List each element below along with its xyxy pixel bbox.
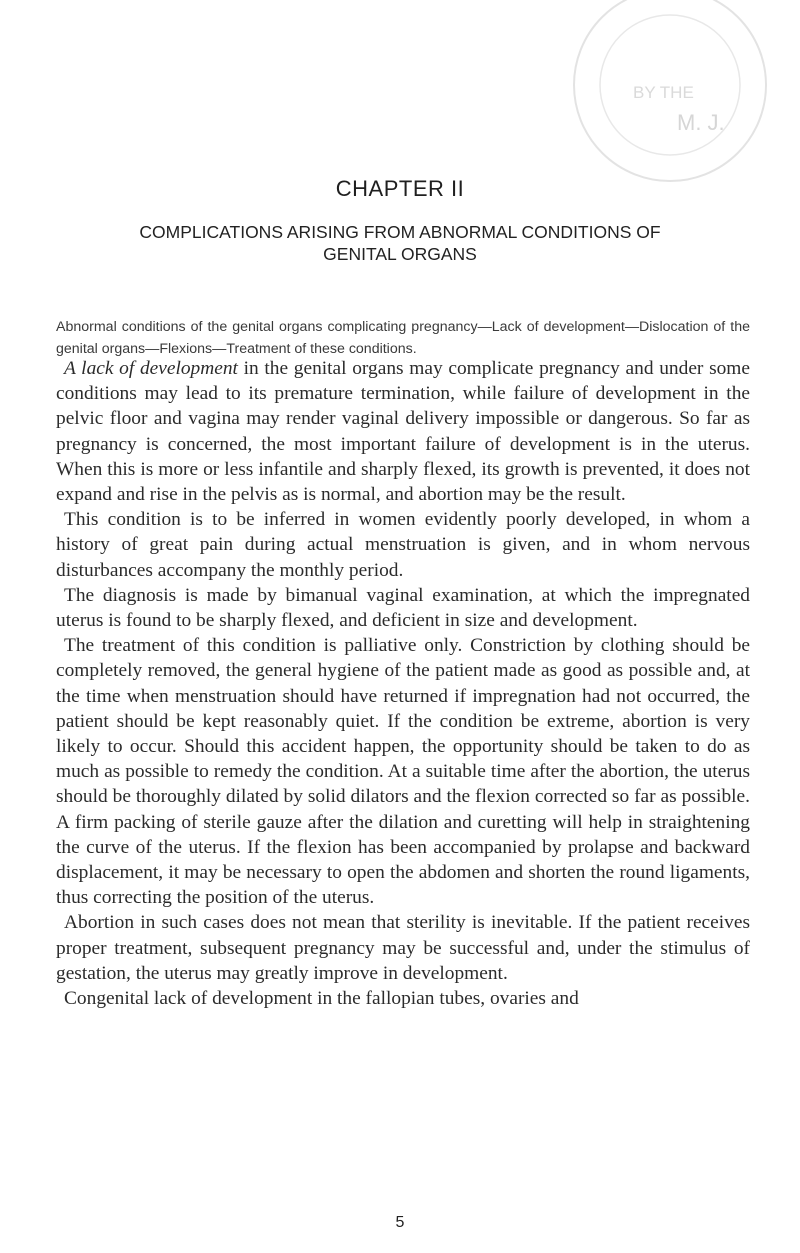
paragraph [56, 583, 750, 633]
paragraph [56, 910, 750, 986]
paragraph [56, 356, 750, 507]
stamp-text-right: M. J. [677, 110, 725, 135]
paragraph-lead-italic: A lack of development [64, 358, 238, 379]
paragraph-text: The treatment of this condition is palliative only. Constriction by clothing should be completely removed, the general hygiene of the patient made as good as possible and, at the time when menstruation should have returned if impregnation had not occurred, the patient should be kept reasonably quiet. If the condition be extreme, abortion is very likely to occur. Should this accident happen, the opportunity should be taken to do as much as possible to remedy the condition. At a suitable time after the abortion, the uterus should be thoroughly dilated by solid dilators and the flexion corrected so far as possible. A firm packing of sterile gauze after the dilation and curetting will help in straightening the curve of the uterus. If the flexion has been accompanied by prolapse and backward displacement, it may be necessary to open the abdomen and shorten the round ligaments, thus correcting the position of the uterus. [56, 635, 750, 909]
paragraph-text: The diagnosis is made by bimanual vaginal examination, at which the impregnated uterus is found to be sharply flexed, and deficient in size and development. [56, 584, 750, 632]
paragraph-text: Congenital lack of development in the fallopian tubes, ovaries and [64, 988, 579, 1010]
stamp-text-top: BY THE [633, 83, 694, 102]
paragraph [56, 507, 750, 583]
chapter-title-line: GENITAL ORGANS [323, 244, 477, 264]
paragraph-text: Abortion in such cases does not mean that sterility is inevitable. If the patient receives proper treatment, subsequent pregnancy may be successful and, under the stimulus of gestation, the uterus may greatly improve in development. [56, 912, 750, 984]
page-number: 5 [395, 1214, 405, 1231]
chapter-title [60, 221, 740, 265]
paragraph-text: This condition is to be inferred in women evidently poorly developed, in whom a history of great pain during actual menstruation is given, and in whom nervous disturbances accompany the monthly period. [56, 509, 750, 581]
paragraph [56, 633, 750, 910]
chapter-heading: CHAPTER II [335, 176, 465, 201]
chapter-title-line: COMPLICATIONS ARISING FROM ABNORMAL CONDITIONS OF [139, 222, 661, 242]
paragraph-text: in the genital organs may complicate pregnancy and under some conditions may lead to its premature termination, while failure of development in the pelvic floor and vagina may render vaginal delivery impossible or dangerous. So far as pregnancy is concerned, the most important failure of development is in the uterus. When this is more or less infantile and sharply flexed, its growth is prevented, it does not expand and rise in the pelvis as is normal, and abortion may be the result. [56, 358, 750, 506]
library-stamp-seal [555, 0, 785, 200]
paragraph [56, 986, 750, 1011]
body-text [56, 356, 750, 1011]
chapter-synopsis: Abnormal conditions of the genital organs complicating pregnancy—Lack of development—Dislocation of the genital organs—Flexions—Treatment of these conditions. [56, 319, 750, 357]
